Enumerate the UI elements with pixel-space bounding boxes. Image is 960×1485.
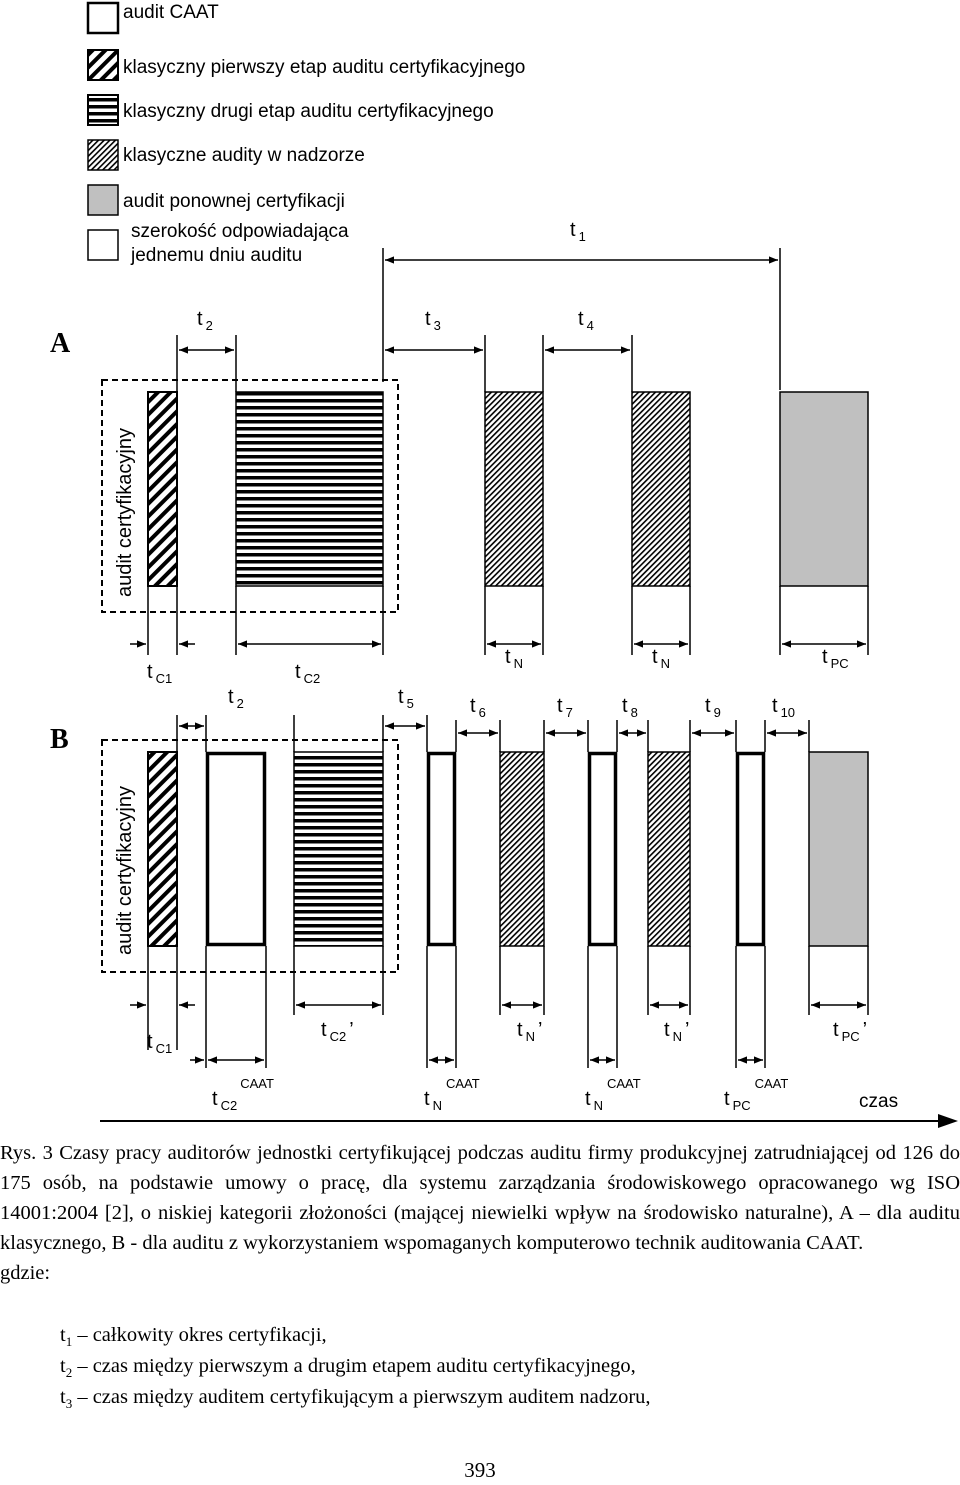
bar-a-surveillance-2 <box>632 392 690 586</box>
label-b-t6: t $_6$ <box>470 695 486 720</box>
legend-surveillance-swatch <box>88 140 118 170</box>
label-a-t2: t $_2$ <box>197 308 213 333</box>
legend-stage1-label: klasyczny pierwszy etap auditu certyfikacyjnego <box>123 57 526 78</box>
legend-surveillance-label: klasyczne audity w nadzorze <box>123 145 365 166</box>
legend-width-line2: jednemu dniu auditu <box>131 245 303 266</box>
time-axis-label: czas <box>859 1091 899 1112</box>
time-axis-arrowhead <box>938 1114 958 1128</box>
label-tpc-caat: t $_{PC}^{CAAT}$ <box>724 1076 789 1113</box>
bar-a-stage1 <box>148 392 177 586</box>
legend-caat-label: audit CAAT <box>123 2 219 23</box>
bar-a-stage2 <box>236 392 383 586</box>
label-tn-1: t $_N$ <box>505 646 523 671</box>
bar-b-caat-surveillance-1 <box>429 754 455 945</box>
label-tn-prime-1: t $_N$ ’ <box>517 1019 543 1044</box>
label-b-t10: t $_{10}$ <box>772 695 796 720</box>
caption-text: Rys. 3 Czasy pracy auditorów jednostki certyfikującej podczas auditu firmy produkcyjnej zatrudniającej od 126 do 175 osób, na podstawie umowy o pracę, dla systemu zarządzania środowiskowego opracowanego wg ISO 14001:2004 [2], o niskiej kategorii złożoności (mającej niewielki wpływ na środowisko naturalne), A – dla auditu klasycznego, B - dla auditu z wykorzystaniem wspomaganych komputerowo technik auditowania CAAT. <box>0 1142 960 1254</box>
label-b-t2: t $_2$ <box>228 686 244 711</box>
legend-recert-swatch <box>88 185 118 215</box>
label-tpc: t $_{PC}$ <box>822 646 849 671</box>
section-b-label: B <box>50 724 69 755</box>
figure-caption <box>0 1138 960 1288</box>
label-b-t7: t $_7$ <box>557 695 573 720</box>
label-tc2-prime: t $_{C2}$ ’ <box>321 1019 354 1044</box>
legend-stage2-swatch <box>88 95 118 125</box>
legend-caat-swatch <box>88 3 118 33</box>
page-number: 393 <box>464 1458 496 1482</box>
bar-a-surveillance-1 <box>485 392 543 586</box>
section-a-label: A <box>50 328 71 359</box>
legend-day-width-swatch <box>88 230 118 260</box>
bar-b-caat-recert <box>738 754 764 945</box>
label-t1: t $_1$ <box>570 219 586 244</box>
bar-a-recert <box>780 392 868 586</box>
definition-t1: $t_1$ – całkowity okres certyfikacji, <box>60 1324 327 1350</box>
label-tn-caat-1: t $_N^{CAAT}$ <box>424 1076 480 1113</box>
bar-b-caat-stage2 <box>208 754 265 945</box>
bar-b-stage2 <box>294 752 383 946</box>
legend-stage2-label: klasyczny drugi etap auditu certyfikacyjnego <box>123 101 494 122</box>
label-b-t9: t $_9$ <box>705 695 721 720</box>
legend-stage1-swatch <box>88 50 118 80</box>
bar-b-surveillance-1 <box>500 752 544 946</box>
section-b-vertical-label: audit certyfikacyjny <box>114 786 136 955</box>
label-b-t5: t $_5$ <box>398 686 414 711</box>
bar-b-stage1 <box>148 752 177 946</box>
label-tc1: t $_{C1}$ <box>147 661 173 686</box>
label-tpc-prime: t $_{PC}$ ’ <box>833 1019 868 1044</box>
label-tc2: t $_{C2}$ <box>295 661 321 686</box>
label-a-t4: t $_4$ <box>578 308 594 333</box>
label-tn-prime-2: t $_N$ ’ <box>664 1019 690 1044</box>
bar-b-surveillance-2 <box>648 752 690 946</box>
label-tc1-b: t $_{C1}$ <box>147 1031 173 1056</box>
label-tn-2: t $_N$ <box>652 646 670 671</box>
bar-b-caat-surveillance-2 <box>590 754 616 945</box>
legend-width-line1: szerokość odpowiadająca <box>131 221 349 242</box>
bar-b-recert <box>809 752 868 946</box>
section-a <box>50 219 868 686</box>
legend-recert-label: audit ponownej certyfikacji <box>123 191 345 212</box>
legend <box>88 2 525 266</box>
section-a-vertical-label: audit certyfikacyjny <box>114 428 136 597</box>
label-tn-caat-2: t $_N^{CAAT}$ <box>585 1076 641 1113</box>
definition-t2: $t_2$ – czas między pierwszym a drugim etapem auditu certyfikacyjnego, <box>60 1355 636 1381</box>
label-tc2-caat: t $_{C2}^{CAAT}$ <box>212 1076 274 1113</box>
label-b-t8: t $_8$ <box>622 695 638 720</box>
definition-t3: $t_3$ – czas między auditem certyfikującym a pierwszym auditem nadzoru, <box>60 1386 651 1412</box>
label-a-t3: t $_3$ <box>425 308 441 333</box>
section-b <box>50 686 868 1113</box>
caption-where: gdzie: <box>0 1262 51 1284</box>
